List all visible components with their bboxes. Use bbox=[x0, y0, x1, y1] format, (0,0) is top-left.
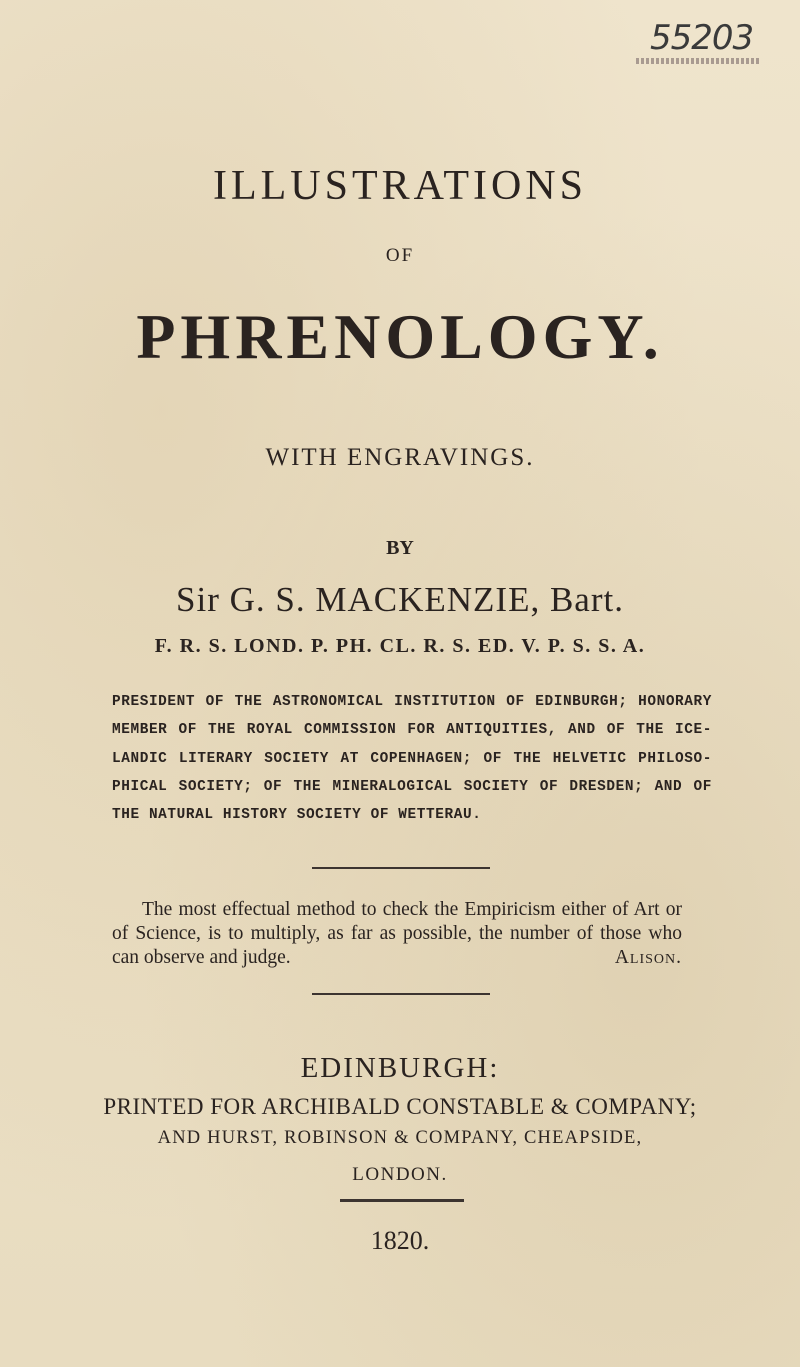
shelfmark-number: 55203 bbox=[650, 18, 754, 58]
library-stamp-line bbox=[636, 58, 760, 64]
title-heading: ILLUSTRATIONS bbox=[213, 163, 587, 209]
engravings-note: WITH ENGRAVINGS. bbox=[265, 444, 535, 471]
epigraph-text: The most effectual method to check the Empiricism either of Art or of Science, is to multiply, as far as possible, the number of those who can observe and judge. bbox=[112, 899, 682, 968]
imprint-printer: PRINTED FOR ARCHIBALD CONSTABLE & COMPANY; bbox=[103, 1094, 697, 1119]
epigraph-source: Alison. bbox=[614, 947, 682, 968]
imprint-city: EDINBURGH: bbox=[300, 1052, 500, 1084]
title-connector: OF bbox=[385, 245, 415, 266]
divider-rule bbox=[312, 867, 490, 869]
divider-rule bbox=[340, 1199, 464, 1202]
by-line: BY bbox=[386, 537, 414, 559]
subject-heading: PHRENOLOGY. bbox=[136, 301, 664, 372]
divider-rule bbox=[312, 993, 490, 995]
author-degrees: F. R. S. LOND. P. PH. CL. R. S. ED. V. P. S. S. A. bbox=[154, 635, 646, 657]
author-offices: PRESIDENT OF THE ASTRONOMICAL INSTITUTION OF EDINBURGH; HONORARY MEMBER OF THE ROYAL COMMISSION FOR ANTIQUITIES, AND OF THE ICE-LANDIC LITERARY SOCIETY AT COPENHAGEN; OF THE HELVETIC PHILOSO-PHICAL SOCIETY; OF THE MINERALOGICAL SOCIETY OF DRESDEN; AND OF THE NATURAL HISTORY SOCIETY OF WETTERAU. bbox=[112, 694, 712, 824]
imprint-year: 1820. bbox=[370, 1226, 430, 1255]
author-name: Sir G. S. MACKENZIE, Bart. bbox=[176, 580, 624, 619]
imprint-place: LONDON. bbox=[352, 1164, 448, 1185]
imprint-copublisher: AND HURST, ROBINSON & COMPANY, CHEAPSIDE, bbox=[157, 1128, 643, 1148]
epigraph bbox=[112, 898, 682, 970]
